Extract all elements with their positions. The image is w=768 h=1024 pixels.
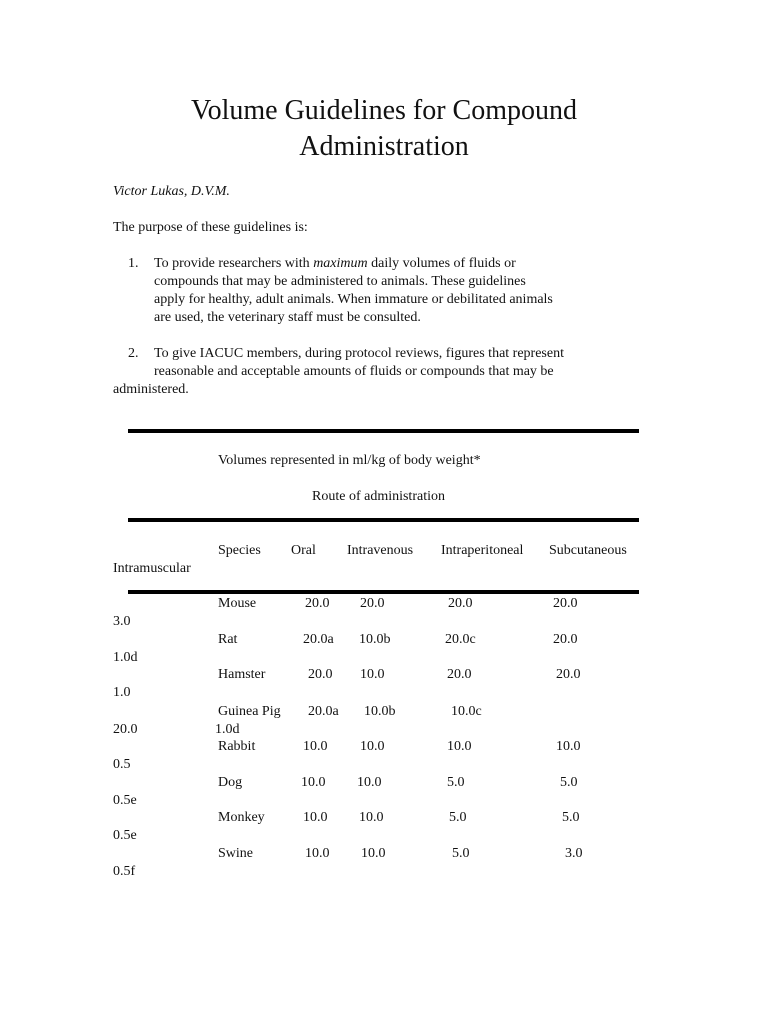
cell-species: Hamster (218, 667, 266, 682)
cell-subcutaneous: 20.0 (553, 596, 578, 611)
cell-subcutaneous: 20.0 (556, 667, 581, 682)
item-1-emphasis: maximum (313, 256, 368, 271)
cell-species: Swine (218, 846, 253, 861)
cell-subcutaneous: 5.0 (560, 775, 578, 790)
cell-oral: 20.0a (308, 704, 339, 719)
document-title (0, 93, 768, 165)
cell-species: Rat (218, 632, 238, 647)
cell-intramuscular: 0.5 (113, 757, 131, 772)
item-2-line-1: To give IACUC members, during protocol reviews, figures that represent (154, 346, 564, 361)
cell-subcutaneous: 10.0 (556, 739, 581, 754)
cell-intraperitoneal: 20.0 (447, 667, 472, 682)
cell-intraperitoneal: 10.0c (451, 704, 482, 719)
cell-intravenous: 20.0 (360, 596, 385, 611)
item-1-text-before: To provide researchers with (154, 256, 314, 271)
table-data-rule (128, 590, 639, 594)
cell-oral: 20.0 (308, 667, 333, 682)
cell-subcutaneous: 20.0 (113, 722, 138, 737)
cell-intraperitoneal: 10.0 (447, 739, 472, 754)
cell-species: Monkey (218, 810, 265, 825)
cell-subcutaneous: 5.0 (562, 810, 580, 825)
cell-intramuscular: 0.5e (113, 828, 137, 843)
table-caption-route: Route of administration (312, 489, 445, 504)
item-1-line-3: apply for healthy, adult animals. When immature or debilitated animals (154, 292, 553, 307)
author-name: Victor Lukas, D.V.M. (113, 184, 230, 199)
header-oral: Oral (291, 543, 316, 558)
table-header-rule (128, 518, 639, 522)
cell-intravenous: 10.0b (359, 632, 391, 647)
item-2-line-2: reasonable and acceptable amounts of fluids or compounds that may be (154, 364, 554, 379)
header-intravenous: Intravenous (347, 543, 414, 558)
cell-intravenous: 10.0 (357, 775, 382, 790)
title-line-1: Volume Guidelines for Compound (190, 95, 577, 126)
item-1-number: 1. (128, 256, 139, 271)
cell-oral: 10.0 (303, 739, 328, 754)
cell-intravenous: 10.0 (361, 846, 386, 861)
cell-oral: 10.0 (305, 846, 330, 861)
item-1-line-4: are used, the veterinary staff must be consulted. (154, 310, 421, 325)
item-1-line-1 (154, 255, 516, 273)
cell-intraperitoneal: 20.0c (445, 632, 476, 647)
cell-intramuscular: 0.5e (113, 793, 137, 808)
cell-intraperitoneal: 20.0 (448, 596, 473, 611)
item-1-text-after: daily volumes of fluids or (367, 256, 516, 271)
header-subcutaneous: Subcutaneous (549, 543, 627, 558)
cell-species: Dog (218, 775, 243, 790)
table-caption-units: Volumes represented in ml/kg of body weight* (218, 453, 481, 468)
cell-intramuscular: 0.5f (113, 864, 136, 879)
table-top-rule (128, 429, 639, 433)
cell-oral: 10.0 (303, 810, 328, 825)
item-2-number: 2. (128, 346, 139, 361)
cell-intravenous: 10.0 (360, 667, 385, 682)
cell-subcutaneous: 20.0 (553, 632, 578, 647)
item-1-line-2: compounds that may be administered to animals. These guidelines (154, 274, 526, 289)
title-line-2: Administration (299, 131, 469, 162)
cell-intravenous: 10.0 (360, 739, 385, 754)
cell-species: Guinea Pig (218, 704, 281, 719)
cell-intramuscular: 1.0d (113, 650, 138, 665)
header-intraperitoneal: Intraperitoneal (441, 543, 524, 558)
cell-intramuscular: 3.0 (113, 614, 131, 629)
cell-intravenous: 10.0 (359, 810, 384, 825)
cell-subcutaneous: 3.0 (565, 846, 583, 861)
cell-intravenous: 10.0b (364, 704, 396, 719)
cell-species: Mouse (218, 596, 257, 611)
header-species: Species (218, 543, 261, 558)
cell-oral: 20.0 (305, 596, 330, 611)
cell-intraperitoneal: 5.0 (447, 775, 465, 790)
header-intramuscular: Intramuscular (113, 561, 191, 576)
cell-species: Rabbit (218, 739, 256, 754)
cell-intramuscular: 1.0 (113, 685, 131, 700)
cell-intraperitoneal: 5.0 (449, 810, 467, 825)
cell-oral: 10.0 (301, 775, 326, 790)
intro-text: The purpose of these guidelines is: (113, 220, 308, 235)
item-2-line-3: administered. (113, 382, 189, 397)
cell-oral: 20.0a (303, 632, 334, 647)
cell-intramuscular: 1.0d (215, 722, 240, 737)
cell-intraperitoneal: 5.0 (452, 846, 470, 861)
